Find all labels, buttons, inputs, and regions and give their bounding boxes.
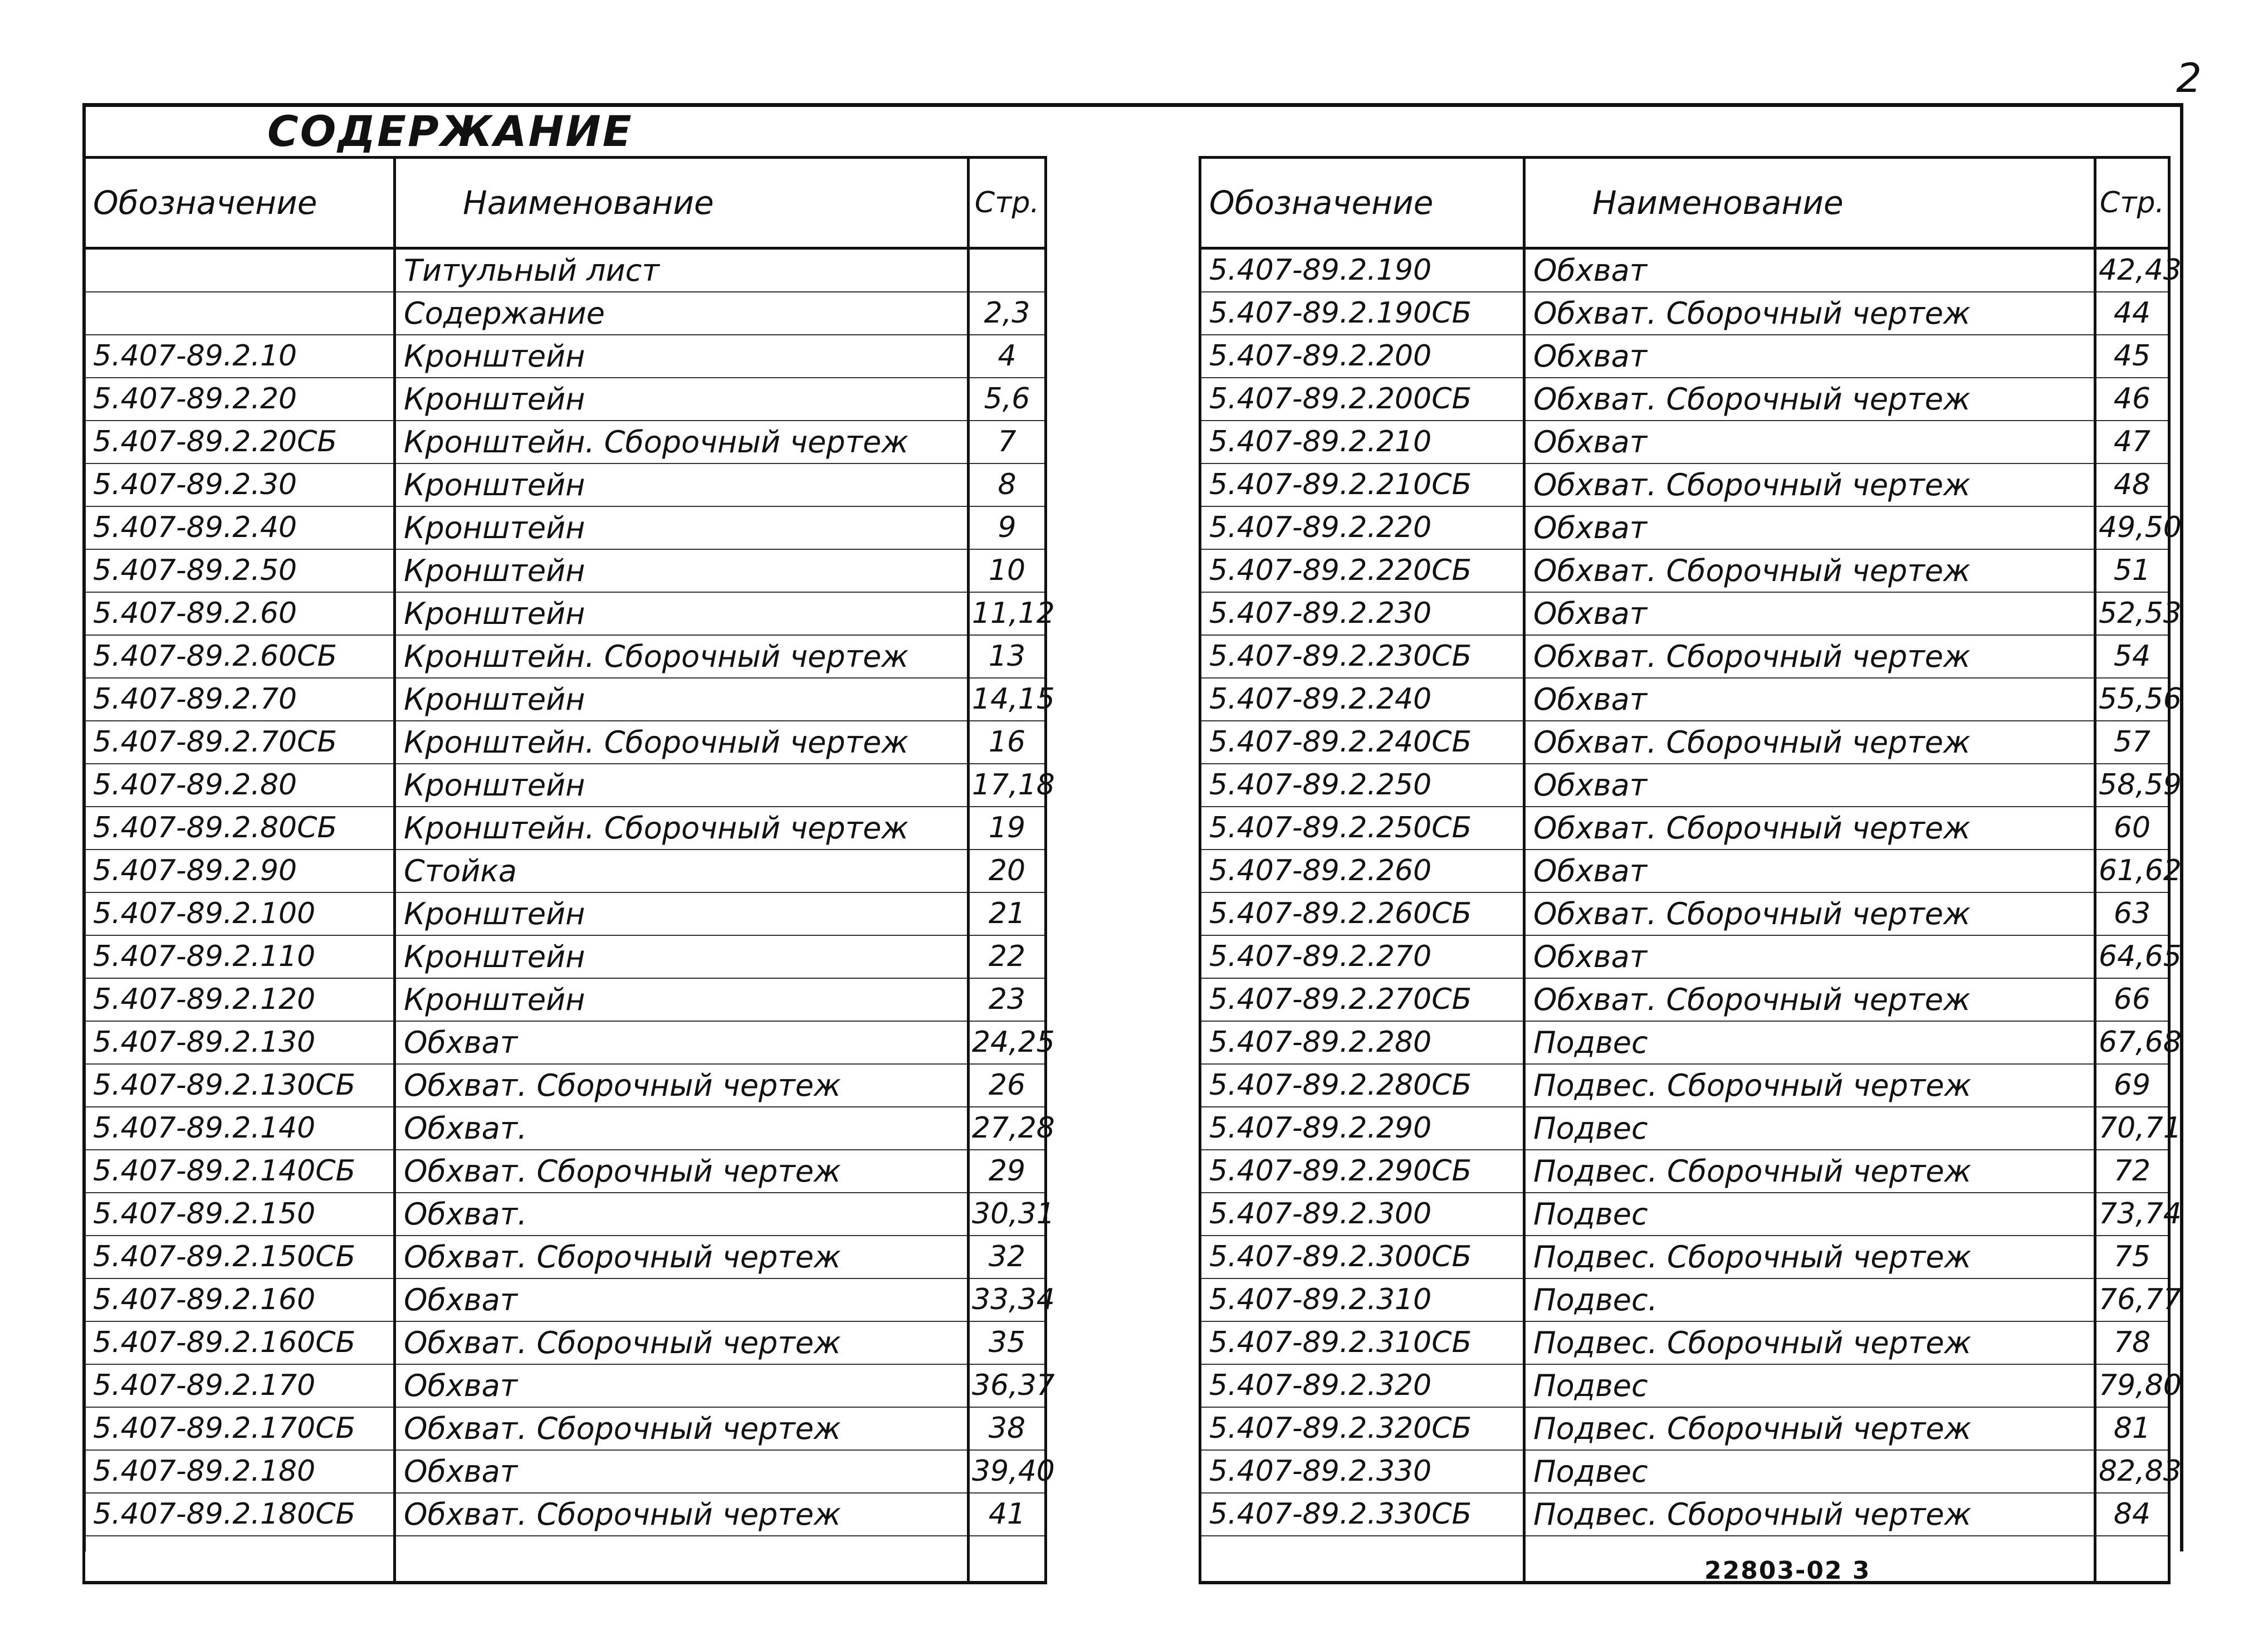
cell-page: 49,50 <box>2095 506 2169 549</box>
blank-cell <box>969 1536 1046 1583</box>
table-row <box>84 378 1046 421</box>
cell-page: 76,77 <box>2095 1278 2169 1321</box>
cell-name: Кронштейн <box>395 678 969 721</box>
cell-page: 26 <box>969 1064 1046 1107</box>
cell-code: 5.407-89.2.40 <box>84 506 395 549</box>
blank-row <box>84 1536 1046 1583</box>
cell-code: 5.407-89.2.270 <box>1200 935 1524 978</box>
table-row <box>1200 678 2169 721</box>
cell-page: 7 <box>969 421 1046 463</box>
cell-code: 5.407-89.2.180 <box>84 1450 395 1493</box>
cell-code: 5.407-89.2.240 <box>1200 678 1524 721</box>
cell-page: 67,68 <box>2095 1021 2169 1064</box>
cell-page: 57 <box>2095 721 2169 764</box>
cell-code: 5.407-89.2.170СБ <box>84 1407 395 1450</box>
table-row <box>1200 892 2169 935</box>
cell-page: 55,56 <box>2095 678 2169 721</box>
table-row <box>1200 549 2169 592</box>
cell-code: 5.407-89.2.200 <box>1200 335 1524 378</box>
cell-page: 69 <box>2095 1064 2169 1107</box>
table-row <box>1200 463 2169 506</box>
cell-name: Кронштейн <box>395 764 969 807</box>
cell-code: 5.407-89.2.310СБ <box>1200 1321 1524 1364</box>
cell-name: Кронштейн. Сборочный чертеж <box>395 635 969 678</box>
cell-page: 22 <box>969 935 1046 978</box>
cell-code: 5.407-89.2.290 <box>1200 1107 1524 1150</box>
header-name: Наименование <box>395 158 969 248</box>
table-row <box>1200 807 2169 850</box>
sheet-number: 2 <box>2176 55 2202 101</box>
cell-code: 5.407-89.2.310 <box>1200 1278 1524 1321</box>
table-header-row <box>84 158 1046 248</box>
cell-code: 5.407-89.2.100 <box>84 892 395 935</box>
table-row <box>1200 335 2169 378</box>
cell-page: 48 <box>2095 463 2169 506</box>
cell-code: 5.407-89.2.130СБ <box>84 1064 395 1107</box>
cell-name: Кронштейн. Сборочный чертеж <box>395 721 969 764</box>
cell-page: 11,12 <box>969 592 1046 635</box>
table-row <box>84 1450 1046 1493</box>
table-row <box>1200 248 2169 292</box>
table-row <box>84 935 1046 978</box>
table-row <box>1200 721 2169 764</box>
cell-code: 5.407-89.2.240СБ <box>1200 721 1524 764</box>
cell-page: 19 <box>969 807 1046 850</box>
cell-name: Подвес. Сборочный чертеж <box>1524 1064 2095 1107</box>
cell-name: Обхват. Сборочный чертеж <box>1524 635 2095 678</box>
cell-page: 39,40 <box>969 1450 1046 1493</box>
cell-page: 46 <box>2095 378 2169 421</box>
cell-name: Обхват <box>395 1021 969 1064</box>
table-row <box>1200 850 2169 892</box>
cell-page: 27,28 <box>969 1107 1046 1150</box>
table-row <box>1200 1321 2169 1364</box>
cell-name: Подвес. Сборочный чертеж <box>1524 1150 2095 1193</box>
cell-code: 5.407-89.2.190 <box>1200 248 1524 292</box>
table-row <box>84 549 1046 592</box>
cell-page: 14,15 <box>969 678 1046 721</box>
cell-code: 5.407-89.2.140СБ <box>84 1150 395 1193</box>
cell-code: 5.407-89.2.200СБ <box>1200 378 1524 421</box>
cell-page: 33,34 <box>969 1278 1046 1321</box>
cell-page: 5,6 <box>969 378 1046 421</box>
table-row <box>84 1364 1046 1407</box>
table-row <box>84 421 1046 463</box>
contents-table-right <box>1199 156 2182 1584</box>
cell-name: Обхват <box>395 1278 969 1321</box>
table-row <box>1200 292 2169 335</box>
table-row <box>1200 1150 2169 1193</box>
cell-code <box>84 292 395 335</box>
table-row <box>84 335 1046 378</box>
cell-page: 2,3 <box>969 292 1046 335</box>
cell-code: 5.407-89.2.20 <box>84 378 395 421</box>
blank-cell <box>395 1536 969 1583</box>
table-header-row <box>1200 158 2169 248</box>
cell-name: Обхват. Сборочный чертеж <box>1524 807 2095 850</box>
cell-page: 8 <box>969 463 1046 506</box>
cell-code: 5.407-89.2.90 <box>84 850 395 892</box>
cell-page: 70,71 <box>2095 1107 2169 1150</box>
cell-name: Обхват. Сборочный чертеж <box>395 1150 969 1193</box>
cell-page: 21 <box>969 892 1046 935</box>
cell-page: 41 <box>969 1493 1046 1536</box>
cell-name: Кронштейн. Сборочный чертеж <box>395 421 969 463</box>
cell-name: Обхват <box>1524 592 2095 635</box>
cell-code: 5.407-89.2.300СБ <box>1200 1236 1524 1278</box>
table-row <box>1200 592 2169 635</box>
contents-table-left <box>82 156 1055 1584</box>
cell-name: Обхват. Сборочный чертеж <box>1524 378 2095 421</box>
cell-name: Обхват <box>1524 421 2095 463</box>
cell-page: 9 <box>969 506 1046 549</box>
table-row <box>1200 1236 2169 1278</box>
cell-code: 5.407-89.2.160СБ <box>84 1321 395 1364</box>
cell-page: 23 <box>969 978 1046 1021</box>
table-row <box>84 850 1046 892</box>
cell-page: 84 <box>2095 1493 2169 1536</box>
cell-name: Кронштейн <box>395 506 969 549</box>
cell-name: Кронштейн <box>395 335 969 378</box>
table-row <box>84 1021 1046 1064</box>
table-row <box>84 1236 1046 1278</box>
cell-name: Обхват <box>395 1450 969 1493</box>
cell-code: 5.407-89.2.80 <box>84 764 395 807</box>
table-row <box>84 463 1046 506</box>
cell-page: 38 <box>969 1407 1046 1450</box>
table-row <box>84 592 1046 635</box>
table-row <box>1200 764 2169 807</box>
header-page: Стр. <box>2095 158 2169 248</box>
cell-code: 5.407-89.2.250СБ <box>1200 807 1524 850</box>
cell-page: 82,83 <box>2095 1450 2169 1493</box>
cell-page: 66 <box>2095 978 2169 1021</box>
cell-name: Подвес <box>1524 1107 2095 1150</box>
cell-code: 5.407-89.2.330СБ <box>1200 1493 1524 1536</box>
cell-code: 5.407-89.2.30 <box>84 463 395 506</box>
cell-code: 5.407-89.2.210СБ <box>1200 463 1524 506</box>
cell-name: Подвес <box>1524 1450 2095 1493</box>
cell-code: 5.407-89.2.320СБ <box>1200 1407 1524 1450</box>
cell-page: 73,74 <box>2095 1193 2169 1236</box>
cell-code: 5.407-89.2.160 <box>84 1278 395 1321</box>
cell-code: 5.407-89.2.290СБ <box>1200 1150 1524 1193</box>
cell-code: 5.407-89.2.230 <box>1200 592 1524 635</box>
contents-body-right <box>1200 248 2182 1583</box>
cell-code: 5.407-89.2.280СБ <box>1200 1064 1524 1107</box>
cell-name: Кронштейн <box>395 549 969 592</box>
cell-name: Обхват <box>395 1364 969 1407</box>
cell-name: Обхват. <box>395 1107 969 1150</box>
page-title: СОДЕРЖАНИЕ <box>267 106 633 156</box>
cell-code: 5.407-89.2.220 <box>1200 506 1524 549</box>
header-page: Стр. <box>969 158 1046 248</box>
cell-name: Обхват <box>1524 678 2095 721</box>
cell-name: Подвес. <box>1524 1278 2095 1321</box>
cell-name: Обхват. Сборочный чертеж <box>1524 892 2095 935</box>
table-row <box>84 292 1046 335</box>
cell-name: Обхват <box>1524 506 2095 549</box>
cell-name: Обхват <box>1524 764 2095 807</box>
cell-name: Подвес. Сборочный чертеж <box>1524 1321 2095 1364</box>
cell-code: 5.407-89.2.140 <box>84 1107 395 1150</box>
cell-name: Обхват. Сборочный чертеж <box>1524 978 2095 1021</box>
blank-cell <box>2095 1536 2169 1583</box>
blank-cell <box>84 1536 395 1583</box>
table-row <box>1200 1107 2169 1150</box>
cell-code: 5.407-89.2.70СБ <box>84 721 395 764</box>
table-row <box>84 892 1046 935</box>
cell-page <box>969 248 1046 292</box>
cell-code: 5.407-89.2.300 <box>1200 1193 1524 1236</box>
table-row <box>84 1407 1046 1450</box>
cell-code: 5.407-89.2.10 <box>84 335 395 378</box>
cell-page: 44 <box>2095 292 2169 335</box>
table-row <box>84 807 1046 850</box>
table-row <box>1200 1364 2169 1407</box>
table-row <box>84 721 1046 764</box>
cell-name: Кронштейн <box>395 378 969 421</box>
cell-name: Подвес <box>1524 1193 2095 1236</box>
cell-page: 72 <box>2095 1150 2169 1193</box>
table-row <box>84 1321 1046 1364</box>
cell-name: Подвес. Сборочный чертеж <box>1524 1407 2095 1450</box>
header-code: Обозначение <box>84 158 395 248</box>
cell-code: 5.407-89.2.270СБ <box>1200 978 1524 1021</box>
cell-name: Обхват. Сборочный чертеж <box>395 1407 969 1450</box>
cell-page: 29 <box>969 1150 1046 1193</box>
cell-name: Содержание <box>395 292 969 335</box>
cell-name: Кронштейн <box>395 592 969 635</box>
cell-page: 81 <box>2095 1407 2169 1450</box>
cell-name: Подвес. Сборочный чертеж <box>1524 1236 2095 1278</box>
cell-name: Кронштейн <box>395 463 969 506</box>
table-row <box>84 978 1046 1021</box>
cell-code: 5.407-89.2.250 <box>1200 764 1524 807</box>
table-row <box>84 678 1046 721</box>
cell-page: 4 <box>969 335 1046 378</box>
cell-code: 5.407-89.2.70 <box>84 678 395 721</box>
cell-code: 5.407-89.2.20СБ <box>84 421 395 463</box>
table-row <box>1200 378 2169 421</box>
cell-code: 5.407-89.2.50 <box>84 549 395 592</box>
cell-name: Обхват. Сборочный чертеж <box>395 1064 969 1107</box>
cell-code: 5.407-89.2.220СБ <box>1200 549 1524 592</box>
cell-page: 24,25 <box>969 1021 1046 1064</box>
cell-code: 5.407-89.2.150 <box>84 1193 395 1236</box>
cell-page: 54 <box>2095 635 2169 678</box>
cell-page: 64,65 <box>2095 935 2169 978</box>
cell-name: Обхват. <box>395 1193 969 1236</box>
table-row <box>1200 635 2169 678</box>
cell-page: 58,59 <box>2095 764 2169 807</box>
table-row <box>1200 1064 2169 1107</box>
cell-name: Обхват <box>1524 335 2095 378</box>
cell-code <box>84 248 395 292</box>
table-row <box>1200 1193 2169 1236</box>
contents-body-left <box>84 248 1055 1583</box>
cell-name: Кронштейн <box>395 935 969 978</box>
cell-page: 10 <box>969 549 1046 592</box>
cell-page: 36,37 <box>969 1364 1046 1407</box>
table-row <box>84 1064 1046 1107</box>
cell-name: Стойка <box>395 850 969 892</box>
cell-code: 5.407-89.2.330 <box>1200 1450 1524 1493</box>
cell-name: Подвес <box>1524 1364 2095 1407</box>
cell-page: 42,43 <box>2095 248 2169 292</box>
table-row <box>1200 1450 2169 1493</box>
document-code: 22803-02 3 <box>1704 1556 1871 1585</box>
cell-page: 60 <box>2095 807 2169 850</box>
cell-code: 5.407-89.2.80СБ <box>84 807 395 850</box>
cell-code: 5.407-89.2.260 <box>1200 850 1524 892</box>
cell-page: 78 <box>2095 1321 2169 1364</box>
table-row <box>84 635 1046 678</box>
cell-name: Обхват. Сборочный чертеж <box>395 1236 969 1278</box>
cell-code: 5.407-89.2.130 <box>84 1021 395 1064</box>
cell-page: 32 <box>969 1236 1046 1278</box>
cell-name: Обхват. Сборочный чертеж <box>395 1321 969 1364</box>
cell-page: 45 <box>2095 335 2169 378</box>
cell-page: 30,31 <box>969 1193 1046 1236</box>
cell-name: Обхват. Сборочный чертеж <box>1524 463 2095 506</box>
cell-page: 61,62 <box>2095 850 2169 892</box>
cell-page: 75 <box>2095 1236 2169 1278</box>
cell-page: 35 <box>969 1321 1046 1364</box>
cell-page: 63 <box>2095 892 2169 935</box>
table-row <box>1200 1021 2169 1064</box>
cell-name: Подвес <box>1524 1021 2095 1064</box>
cell-code: 5.407-89.2.230СБ <box>1200 635 1524 678</box>
cell-page: 52,53 <box>2095 592 2169 635</box>
cell-name: Титульный лист <box>395 248 969 292</box>
table-row <box>84 1107 1046 1150</box>
header-code: Обозначение <box>1200 158 1524 248</box>
table-row <box>84 1278 1046 1321</box>
table-row <box>1200 1407 2169 1450</box>
cell-name: Обхват. Сборочный чертеж <box>1524 292 2095 335</box>
cell-name: Кронштейн <box>395 978 969 1021</box>
cell-code: 5.407-89.2.280 <box>1200 1021 1524 1064</box>
cell-code: 5.407-89.2.210 <box>1200 421 1524 463</box>
cell-code: 5.407-89.2.320 <box>1200 1364 1524 1407</box>
table-row <box>84 764 1046 807</box>
cell-code: 5.407-89.2.120 <box>84 978 395 1021</box>
table-row <box>84 1193 1046 1236</box>
table-row <box>1200 935 2169 978</box>
table-row <box>84 1150 1046 1193</box>
cell-name: Обхват. Сборочный чертеж <box>395 1493 969 1536</box>
cell-page: 47 <box>2095 421 2169 463</box>
table-row <box>1200 978 2169 1021</box>
cell-name: Кронштейн <box>395 892 969 935</box>
cell-page: 79,80 <box>2095 1364 2169 1407</box>
cell-code: 5.407-89.2.190СБ <box>1200 292 1524 335</box>
table-row <box>1200 1493 2169 1536</box>
table-row <box>1200 421 2169 463</box>
cell-page: 13 <box>969 635 1046 678</box>
cell-name: Подвес. Сборочный чертеж <box>1524 1493 2095 1536</box>
cell-name: Кронштейн. Сборочный чертеж <box>395 807 969 850</box>
cell-page: 17,18 <box>969 764 1046 807</box>
table-row <box>84 248 1046 292</box>
cell-page: 51 <box>2095 549 2169 592</box>
cell-code: 5.407-89.2.150СБ <box>84 1236 395 1278</box>
table-row <box>1200 1278 2169 1321</box>
cell-name: Обхват. Сборочный чертеж <box>1524 549 2095 592</box>
blank-cell <box>1200 1536 1524 1583</box>
cell-page: 16 <box>969 721 1046 764</box>
cell-code: 5.407-89.2.110 <box>84 935 395 978</box>
cell-code: 5.407-89.2.180СБ <box>84 1493 395 1536</box>
header-name: Наименование <box>1524 158 2095 248</box>
cell-code: 5.407-89.2.260СБ <box>1200 892 1524 935</box>
cell-name: Обхват <box>1524 850 2095 892</box>
cell-code: 5.407-89.2.170 <box>84 1364 395 1407</box>
table-row <box>84 506 1046 549</box>
cell-name: Обхват <box>1524 935 2095 978</box>
cell-code: 5.407-89.2.60 <box>84 592 395 635</box>
table-row <box>84 1493 1046 1536</box>
cell-name: Обхват. Сборочный чертеж <box>1524 721 2095 764</box>
blank-row <box>1200 1536 2169 1583</box>
cell-page: 20 <box>969 850 1046 892</box>
cell-code: 5.407-89.2.60СБ <box>84 635 395 678</box>
table-row <box>1200 506 2169 549</box>
cell-name: Обхват <box>1524 248 2095 292</box>
